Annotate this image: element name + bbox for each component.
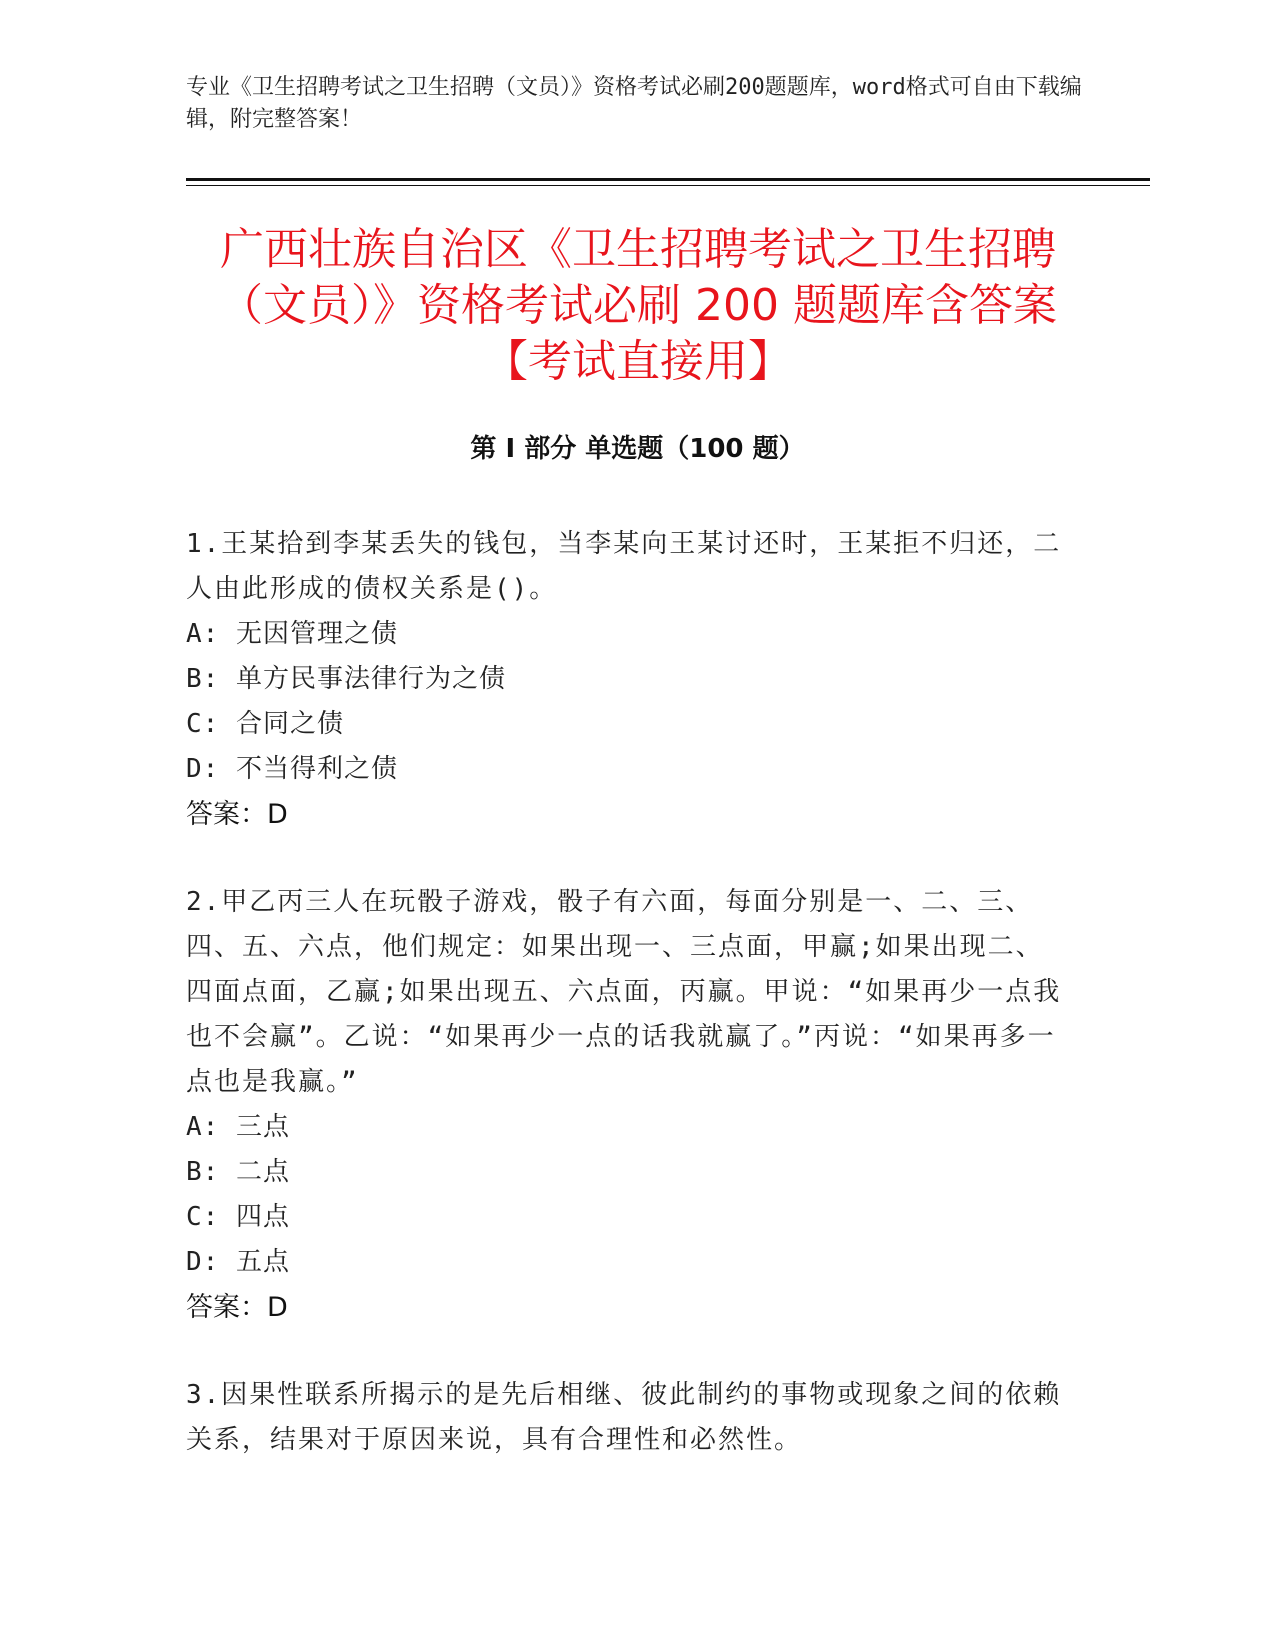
question-1 (186, 522, 1066, 837)
header-divider-thin (186, 185, 1150, 186)
option-a: A: 无因管理之债 (186, 619, 398, 649)
option-c: C: 合同之债 (186, 709, 344, 739)
question-spacer (186, 837, 1066, 880)
question-list (186, 522, 1066, 1463)
question-spacer (186, 1330, 1066, 1373)
option-d: D: 五点 (186, 1247, 290, 1277)
document-title: 广西壮族自治区《卫生招聘考试之卫生招聘（文员）》资格考试必刷 200 题题库含答案【考试直接用】 (219, 224, 1057, 387)
answer-line: 答案：D (186, 1292, 288, 1323)
answer-line: 答案：D (186, 799, 288, 830)
header-note: 专业《卫生招聘考试之卫生招聘（文员）》资格考试必刷200题题库，word格式可自由下载编辑，附完整答案！ (186, 75, 1082, 132)
section-title: 第 I 部分 单选题（100 题） (470, 434, 805, 464)
option-b: B: 单方民事法律行为之债 (186, 664, 506, 694)
header-divider-thick (186, 178, 1150, 181)
question-stem: 2.甲乙丙三人在玩骰子游戏，骰子有六面，每面分别是一、二、三、四、五、六点，他们规定：如果出现一、三点面，甲赢;如果出现二、四面点面，乙赢;如果出现五、六点面，丙赢。甲说：“如果再少一点我也不会赢”。乙说：“如果再少一点的话我就赢了。”丙说：“如果再多一点也是我赢。” (186, 887, 1062, 1097)
question-2 (186, 880, 1066, 1330)
question-stem: 1.王某拾到李某丢失的钱包，当李某向王某讨还时，王某拒不归还，二人由此形成的债权关系是()。 (186, 529, 1062, 604)
option-d: D: 不当得利之债 (186, 754, 398, 784)
option-a: A: 三点 (186, 1112, 290, 1142)
option-c: C: 四点 (186, 1202, 290, 1232)
question-stem: 3.因果性联系所揭示的是先后相继、彼此制约的事物或现象之间的依赖关系，结果对于原因来说，具有合理性和必然性。 (186, 1380, 1062, 1455)
question-3 (186, 1373, 1066, 1463)
option-b: B: 二点 (186, 1157, 290, 1187)
